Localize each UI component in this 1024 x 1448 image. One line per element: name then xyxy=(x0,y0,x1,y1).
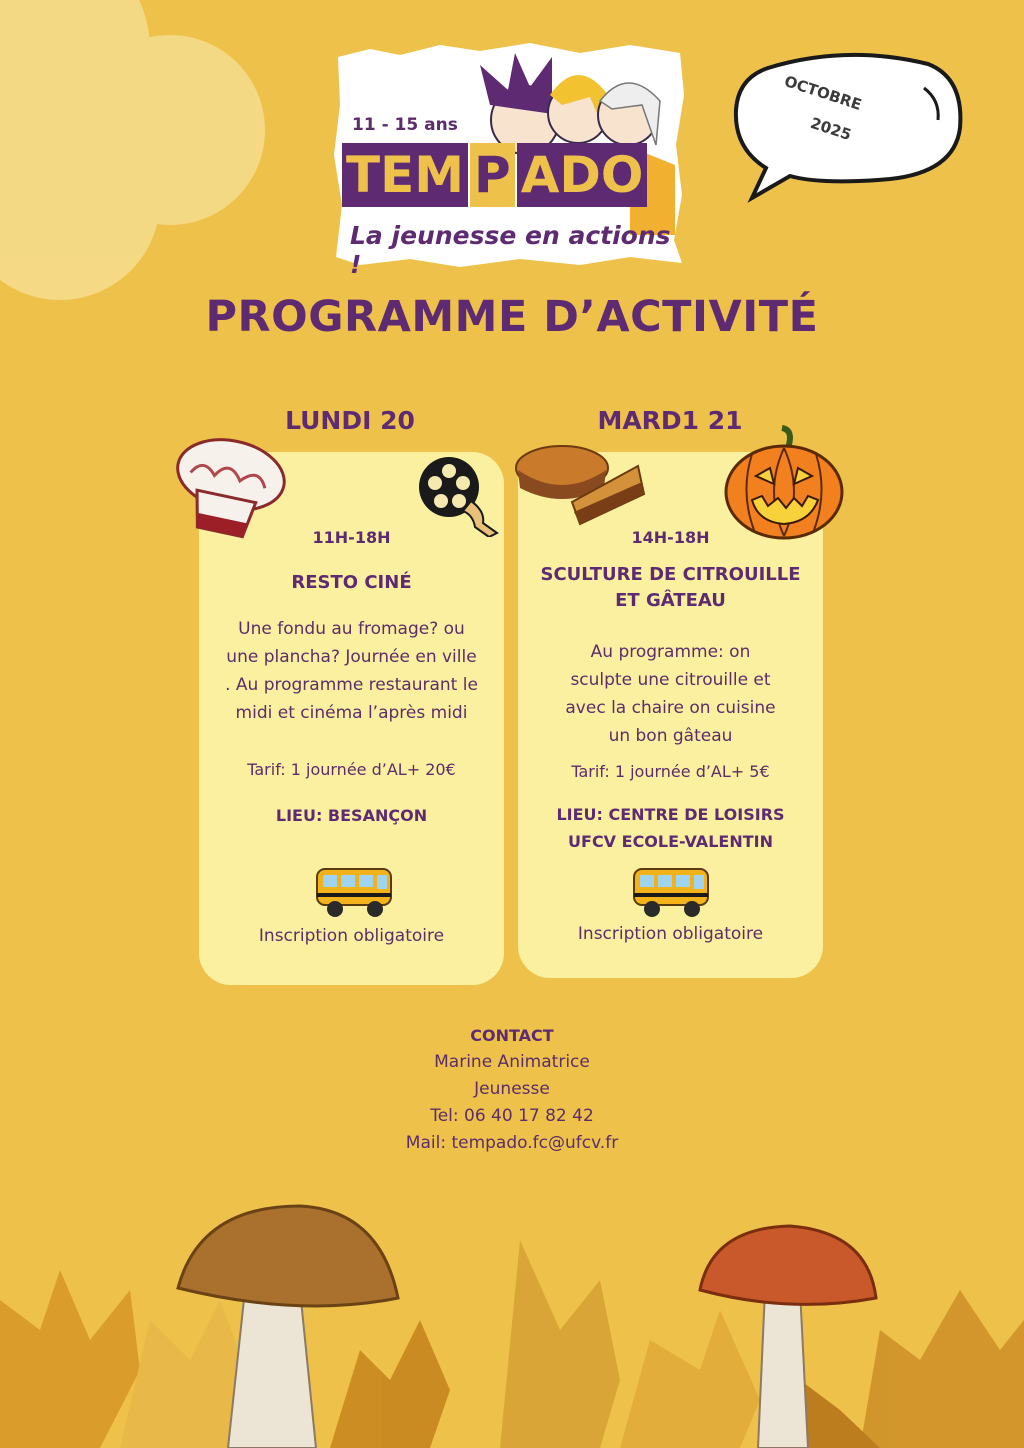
activity-description xyxy=(199,615,504,727)
activity-time: 14H-18H xyxy=(631,528,710,547)
activity-lieu xyxy=(518,801,823,855)
page-title: PROGRAMME D’ACTIVITÉ xyxy=(205,292,819,342)
activity-name: RESTO CINÉ xyxy=(291,572,412,593)
logo-brand-part: TEM xyxy=(342,143,468,207)
description-line: une plancha? Journée en ville xyxy=(226,647,477,667)
logo-brand xyxy=(342,143,647,207)
logo-brand-part: ADO xyxy=(517,143,648,207)
pie-icon xyxy=(514,438,654,530)
school-bus-icon xyxy=(313,863,397,921)
activity-lieu: LIEU: BESANÇON xyxy=(275,806,428,825)
description-line: midi et cinéma l’après midi xyxy=(235,703,468,723)
logo-brand-part: P xyxy=(470,143,515,207)
contact-title: CONTACT xyxy=(470,1026,554,1045)
activity-time: 11H-18H xyxy=(312,528,391,547)
description-line: Au programme: on xyxy=(590,642,751,662)
day-label-monday: LUNDI 20 xyxy=(285,406,415,435)
pumpkin-icon xyxy=(722,424,846,540)
day-label-tuesday: MARD1 21 xyxy=(597,406,743,435)
film-reel-icon xyxy=(413,453,503,537)
inscription-note: Inscription obligatoire xyxy=(258,926,445,946)
logo-tagline: La jeunesse en actions ! xyxy=(350,221,671,279)
activity-tarif: Tarif: 1 journée d’AL+ 5€ xyxy=(571,762,770,781)
logo-age-range: 11 - 15 ans xyxy=(352,115,458,135)
chef-hat-icon xyxy=(168,433,293,545)
date-bubble xyxy=(728,48,964,208)
autumn-leaves-mushrooms-decoration xyxy=(0,1180,1024,1448)
activity-name-line: ET GÂTEAU xyxy=(615,590,726,611)
description-line: un bon gâteau xyxy=(608,726,733,746)
contact-phone: Tel: 06 40 17 82 42 xyxy=(430,1106,594,1126)
description-line: . Au programme restaurant le xyxy=(225,675,478,695)
contact-line: Marine Animatrice xyxy=(434,1052,590,1072)
activity-name-line: SCULTURE DE CITROUILLE xyxy=(540,564,801,585)
activity-tarif: Tarif: 1 journée d’AL+ 20€ xyxy=(247,760,456,779)
description-line: Une fondu au fromage? ou xyxy=(238,619,465,639)
description-line: avec la chaire on cuisine xyxy=(565,698,776,718)
contact-email: Mail: tempado.fc@ufcv.fr xyxy=(405,1133,619,1153)
bubble-year: 2025 xyxy=(808,113,854,145)
cloud-decoration xyxy=(0,0,300,300)
bubble-month: OCTOBRE xyxy=(782,72,864,114)
activity-description xyxy=(518,638,823,750)
inscription-note: Inscription obligatoire xyxy=(577,924,764,944)
school-bus-icon xyxy=(630,863,714,921)
contact-section xyxy=(0,1022,1024,1157)
activity-name xyxy=(518,562,823,614)
contact-line: Jeunesse xyxy=(474,1079,550,1099)
lieu-line: UFCV ECOLE-VALENTIN xyxy=(568,832,773,851)
description-line: sculpte une citrouille et xyxy=(570,670,771,690)
lieu-line: LIEU: CENTRE DE LOISIRS xyxy=(556,805,785,824)
tempado-logo xyxy=(330,35,690,279)
